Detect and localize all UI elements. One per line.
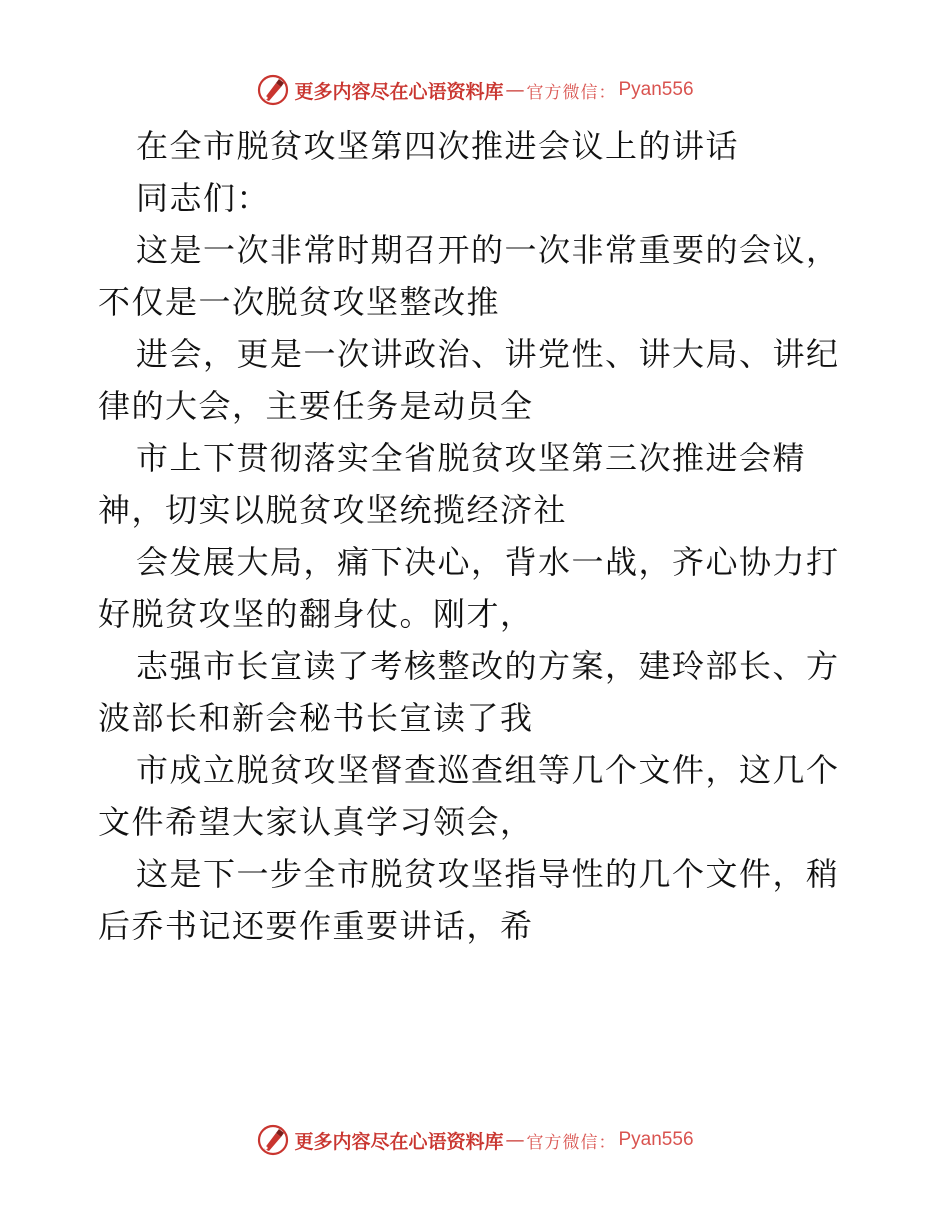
header-banner (0, 70, 950, 110)
banner-wechat-id: Pyan556 (618, 79, 694, 100)
pen-logo-icon (256, 73, 290, 107)
text-line: 好脱贫攻坚的翻身仗。刚才， (98, 595, 534, 633)
document-body (98, 120, 858, 952)
text-line: 这是一次非常时期召开的一次非常重要的会议， (136, 231, 840, 269)
banner-wechat-label: 官方微信： (526, 82, 617, 103)
text-line: 波部长和新会秘书长宣读了我 (98, 699, 534, 737)
text-line: 不仅是一次脱贫攻坚整改推 (98, 283, 501, 321)
text-line: 后乔书记还要作重要讲话，希 (98, 907, 534, 945)
banner-dash: — (505, 79, 525, 101)
banner-title: 更多内容尽在心语资料库 (294, 80, 504, 103)
banner-wechat-label: 官方微信： (526, 1132, 617, 1153)
banner-wechat-id: Pyan556 (618, 1129, 694, 1150)
salutation: 同志们： (136, 179, 271, 217)
text-line: 律的大会，主要任务是动员全 (98, 387, 534, 425)
text-line: 神，切实以脱贫攻坚统揽经济社 (98, 491, 568, 529)
text-line: 市上下贯彻落实全省脱贫攻坚第三次推进会精 (136, 439, 807, 477)
banner-dash: — (505, 1129, 525, 1151)
text-line: 志强市长宣读了考核整改的方案，建玲部长、方 (136, 647, 840, 685)
text-line: 会发展大局，痛下决心，背水一战，齐心协力打 (136, 543, 840, 581)
banner-title: 更多内容尽在心语资料库 (294, 1130, 504, 1153)
pen-logo-icon (256, 1123, 290, 1157)
text-line: 进会，更是一次讲政治、讲党性、讲大局、讲纪 (136, 335, 840, 373)
text-line: 这是下一步全市脱贫攻坚指导性的几个文件，稍 (136, 855, 840, 893)
text-line: 文件希望大家认真学习领会， (98, 803, 534, 841)
document-title: 在全市脱贫攻坚第四次推进会议上的讲话 (136, 127, 740, 165)
text-line: 市成立脱贫攻坚督查巡查组等几个文件，这几个 (136, 751, 840, 789)
footer-banner (0, 1120, 950, 1160)
